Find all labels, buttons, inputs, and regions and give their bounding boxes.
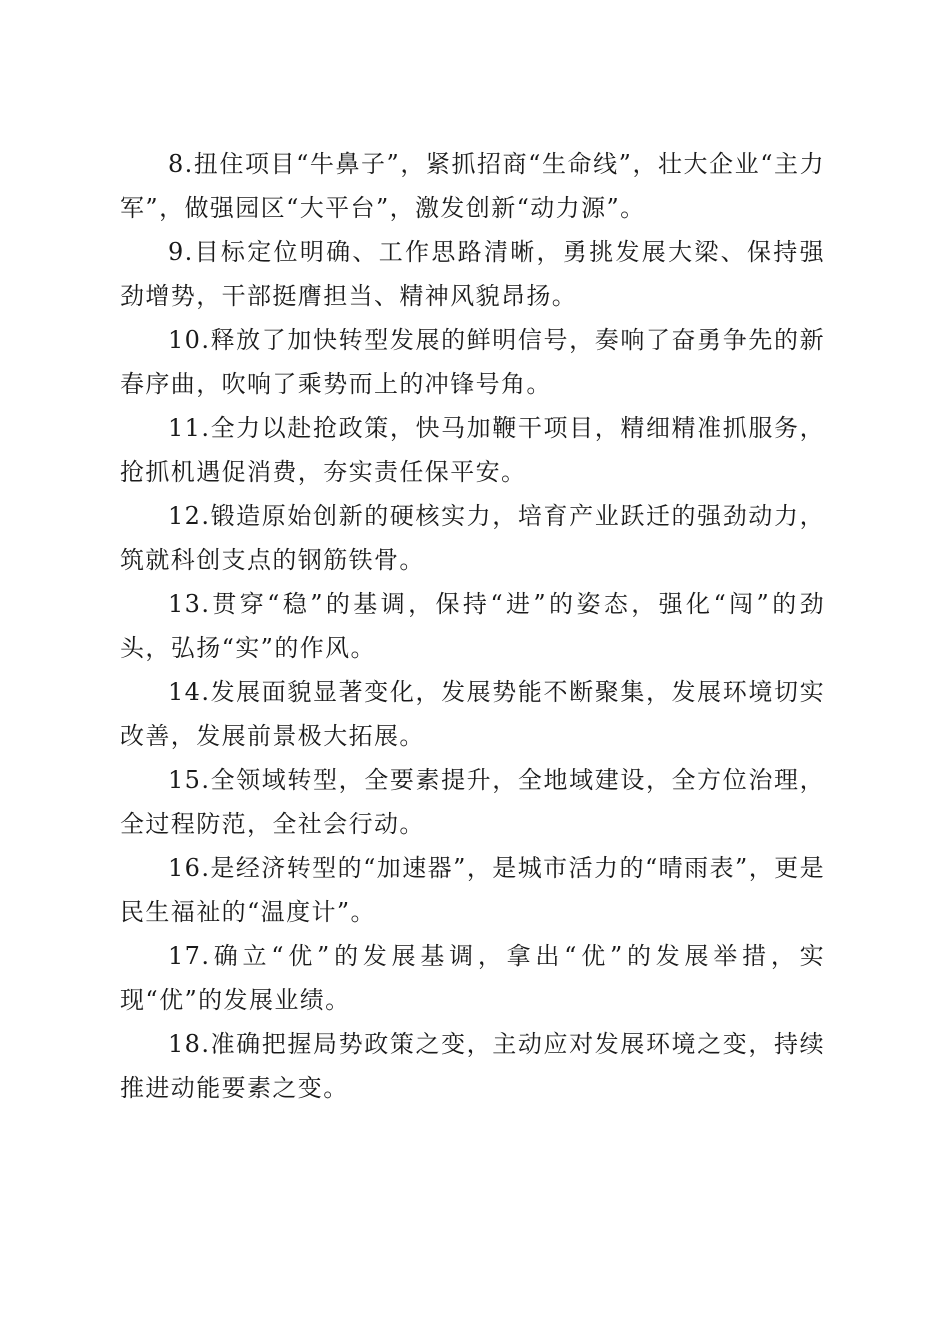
paragraph-18: 18.准确把握局势政策之变，主动应对发展环境之变，持续推进动能要素之变。 xyxy=(120,1030,825,1102)
paragraph-8: 8.扭住项目“牛鼻子”，紧抓招商“生命线”，壮大企业“主力军”，做强园区“大平台”，激发创新“动力源”。 xyxy=(120,150,825,222)
paragraph-11: 11.全力以赴抢政策，快马加鞭干项目，精细精准抓服务，抢抓机遇促消费，夯实责任保平安。 xyxy=(120,414,825,486)
paragraph-15: 15.全领域转型，全要素提升，全地域建设，全方位治理，全过程防范，全社会行动。 xyxy=(120,766,825,838)
document-body xyxy=(120,142,825,1110)
paragraph-16: 16.是经济转型的“加速器”，是城市活力的“晴雨表”，更是民生福祉的“温度计”。 xyxy=(120,854,825,926)
paragraph-10: 10.释放了加快转型发展的鲜明信号，奏响了奋勇争先的新春序曲，吹响了乘势而上的冲锋号角。 xyxy=(120,326,825,398)
paragraph-9: 9.目标定位明确、工作思路清晰，勇挑发展大梁、保持强劲增势，干部挺膺担当、精神风貌昂扬。 xyxy=(120,238,825,310)
paragraph-14: 14.发展面貌显著变化，发展势能不断聚集，发展环境切实改善，发展前景极大拓展。 xyxy=(120,678,825,750)
paragraph-12: 12.锻造原始创新的硬核实力，培育产业跃迁的强劲动力，筑就科创支点的钢筋铁骨。 xyxy=(120,502,825,574)
paragraph-17: 17.确立“优”的发展基调，拿出“优”的发展举措，实现“优”的发展业绩。 xyxy=(120,942,825,1014)
paragraph-13: 13.贯穿“稳”的基调，保持“进”的姿态，强化“闯”的劲头，弘扬“实”的作风。 xyxy=(120,590,825,662)
